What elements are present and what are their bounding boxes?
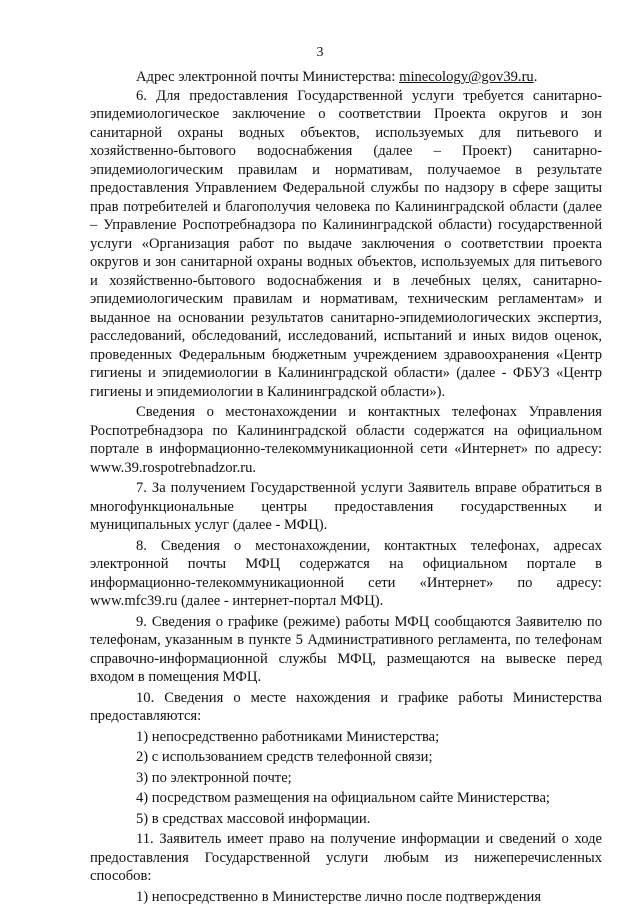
list-item: 5) в средствах массовой информации.	[90, 810, 602, 829]
email-end-text: .	[534, 69, 538, 85]
list-item: 3) по электронной почте;	[90, 769, 602, 788]
email-paragraph	[90, 68, 602, 87]
paragraph-11: 11. Заявитель имеет право на получение информации и сведений о ходе предоставления Государственной услуги любым из нижеперечисленных способов:	[90, 830, 602, 886]
list-item: 2) с использованием средств телефонной связи;	[90, 748, 602, 767]
ministry-email-link[interactable]: minecology@gov39.ru	[399, 69, 534, 85]
page-number: 3	[0, 44, 640, 63]
list-item: 1) непосредственно работниками Министерства;	[90, 728, 602, 747]
paragraph-10: 10. Сведения о месте нахождения и графике работы Министерства предоставляются:	[90, 689, 602, 726]
document-body	[90, 68, 602, 906]
paragraph-9: 9. Сведения о графике (режиме) работы МФЦ сообщаются Заявителю по телефонам, указанным в пункте 5 Административного регламента, по телефонам справочно-информационной службы МФЦ, размещаются на вывеске перед входом в помещения МФЦ.	[90, 613, 602, 687]
paragraph-8: 8. Сведения о местонахождении, контактных телефонах, адресах электронной почты МФЦ содержатся на официальном портале в информационно-телекоммуникационной сети «Интернет» по адресу: www.mfc39.ru (далее - интернет-портал МФЦ).	[90, 537, 602, 611]
list-item: 4) посредством размещения на официальном сайте Министерства;	[90, 789, 602, 808]
paragraph-6: 6. Для предоставления Государственной услуги требуется санитарно-эпидемиологическое заключение о соответствии Проекта округов и зон санитарной охраны водных объектов, используемых для питьевого и хозяйственно-бытового водоснабжения (далее – Проект) санитарно-эпидемиологическим правилам и нормативам, получаемое в результате предоставления Управлением Федеральной службы по надзору в сфере защиты прав потребителей и благополучия человека по Калининградской области (далее – Управление Роспотребнадзора по Калининградской области) государственной услуги «Организация работ по выдаче заключения о соответствии проекта округов и зон санитарной охраны водных объектов, используемых для питьевого и хозяйственно-бытового водоснабжения и в лечебных целях, санитарно-эпидемиологическим правилам и нормативам, техническим регламентам» и выданное на основании результатов санитарно-эпидемиологических экспертиз, расследований, обследований, исследований, испытаний и иных видов оценок, проведенных Федеральным бюджетным учреждением здравоохранения «Центр гигиены и эпидемиологии в Калининградской области» (далее - ФБУЗ «Центр гигиены и эпидемиологии в Калининградской области»).	[90, 87, 602, 402]
paragraph-rospotrebnadzor-contacts: Сведения о местонахождении и контактных телефонах Управления Роспотребнадзора по Калининградской области содержатся на официальном портале в информационно-телекоммуникационной сети «Интернет» по адресу: www.39.rospotrebnadzor.ru.	[90, 403, 602, 477]
paragraph-11-item-1: 1) непосредственно в Министерстве лично после подтверждения	[90, 888, 602, 906]
email-intro-text: Адрес электронной почты Министерства:	[136, 69, 399, 85]
paragraph-7: 7. За получением Государственной услуги Заявитель вправе обратиться в многофункциональные центры предоставления государственных и муниципальных услуг (далее - МФЦ).	[90, 479, 602, 535]
